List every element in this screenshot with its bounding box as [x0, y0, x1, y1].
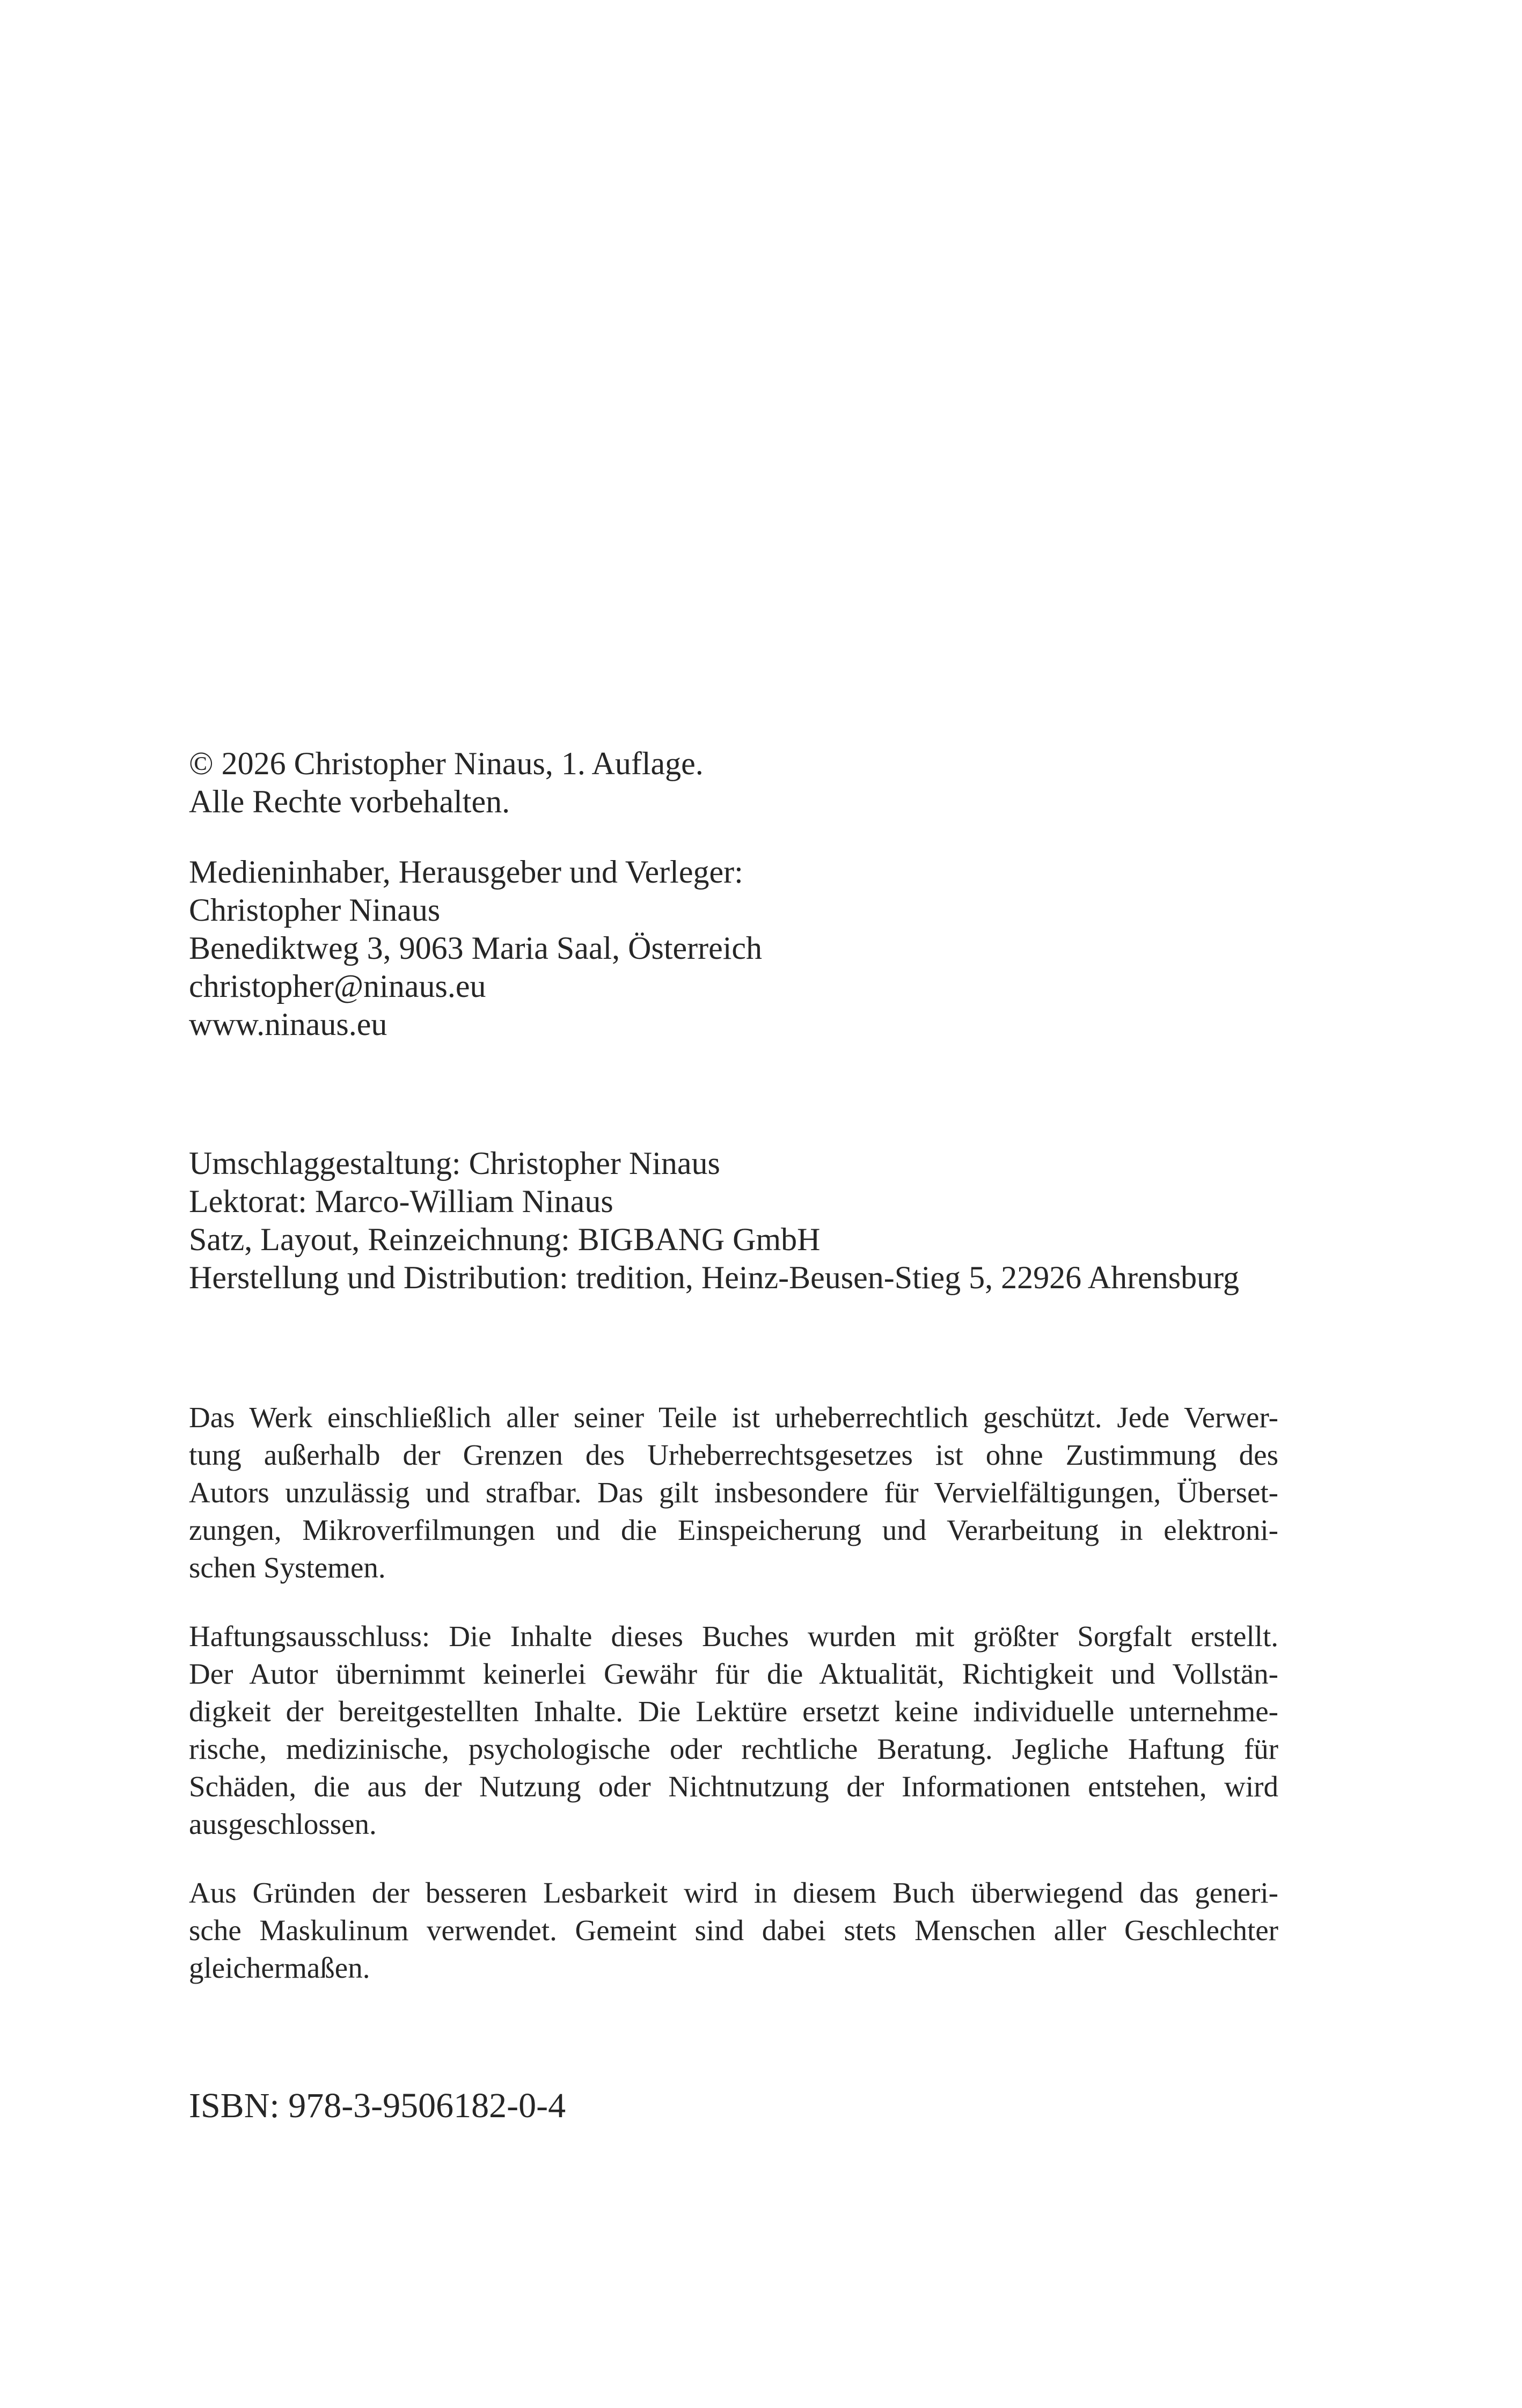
- paragraph-line: Schäden, die aus der Nutzung oder Nichtnutzung der Informationen entstehen, wird: [189, 1770, 1278, 1803]
- gender-note-paragraph: [189, 1874, 1278, 1987]
- copyright-line: © 2026 Christopher Ninaus, 1. Auflage.: [189, 746, 704, 781]
- publisher-address: Benediktweg 3, 9063 Maria Saal, Österreich: [189, 930, 763, 966]
- paragraph-line: sche Maskulinum verwendet. Gemeint sind dabei stets Menschen aller Geschlechter: [189, 1914, 1278, 1947]
- publisher-website: www.ninaus.eu: [189, 1007, 387, 1042]
- publisher-block: [189, 853, 1284, 1044]
- rights-reserved-line: Alle Rechte vorbehalten.: [189, 784, 510, 819]
- paragraph-line: Haftungsausschluss: Die Inhalte dieses Buches wurden mit größter Sorgfalt erstellt.: [189, 1620, 1278, 1653]
- paragraph-line: digkeit der bereitgestellten Inhalte. Die Lektüre ersetzt keine individuelle unternehme-: [189, 1695, 1278, 1728]
- paragraph-line: rische, medizinische, psychologische oder rechtliche Beratung. Jegliche Haftung für: [189, 1732, 1278, 1765]
- credit-cover-design: Umschlaggestaltung: Christopher Ninaus: [189, 1146, 720, 1181]
- credit-editing: Lektorat: Marco-William Ninaus: [189, 1184, 613, 1219]
- credits-block: [189, 1144, 1284, 1297]
- publisher-heading: Medieninhaber, Herausgeber und Verleger:: [189, 854, 743, 890]
- credit-production: Herstellung und Distribution: tredition, Heinz-Beusen-Stieg 5, 22926 Ahrensburg: [189, 1260, 1239, 1295]
- paragraph-line: schen Systemen.: [189, 1551, 386, 1584]
- paragraph-line: Der Autor übernimmt keinerlei Gewähr für die Aktualität, Richtigkeit und Vollstän-: [189, 1657, 1278, 1690]
- isbn: ISBN: 978-3-9506182-0-4: [189, 2086, 566, 2125]
- publisher-name: Christopher Ninaus: [189, 892, 441, 928]
- paragraph-line: gleichermaßen.: [189, 1951, 370, 1984]
- credit-typesetting: Satz, Layout, Reinzeichnung: BIGBANG GmbH: [189, 1222, 821, 1257]
- disclaimer-paragraph: [189, 1618, 1278, 1843]
- copyright-notice-paragraph: [189, 1399, 1278, 1587]
- paragraph-line: Autors unzulässig und strafbar. Das gilt insbesondere für Vervielfältigungen, Überset-: [189, 1476, 1278, 1509]
- paragraph-line: zungen, Mikroverfilmungen und die Einspeicherung und Verarbeitung in elektroni-: [189, 1514, 1278, 1546]
- imprint-content: [189, 745, 1284, 2127]
- publisher-email: christopher@ninaus.eu: [189, 968, 486, 1004]
- paragraph-line: Das Werk einschließlich aller seiner Teile ist urheberrechtlich geschützt. Jede Verwer-: [189, 1401, 1278, 1434]
- paragraph-line: Aus Gründen der besseren Lesbarkeit wird in diesem Buch überwiegend das generi-: [189, 1876, 1278, 1909]
- paragraph-line: ausgeschlossen.: [189, 1808, 377, 1840]
- paragraph-line: tung außerhalb der Grenzen des Urheberrechtsgesetzes ist ohne Zustimmung des: [189, 1438, 1278, 1471]
- copyright-block: [189, 745, 1284, 821]
